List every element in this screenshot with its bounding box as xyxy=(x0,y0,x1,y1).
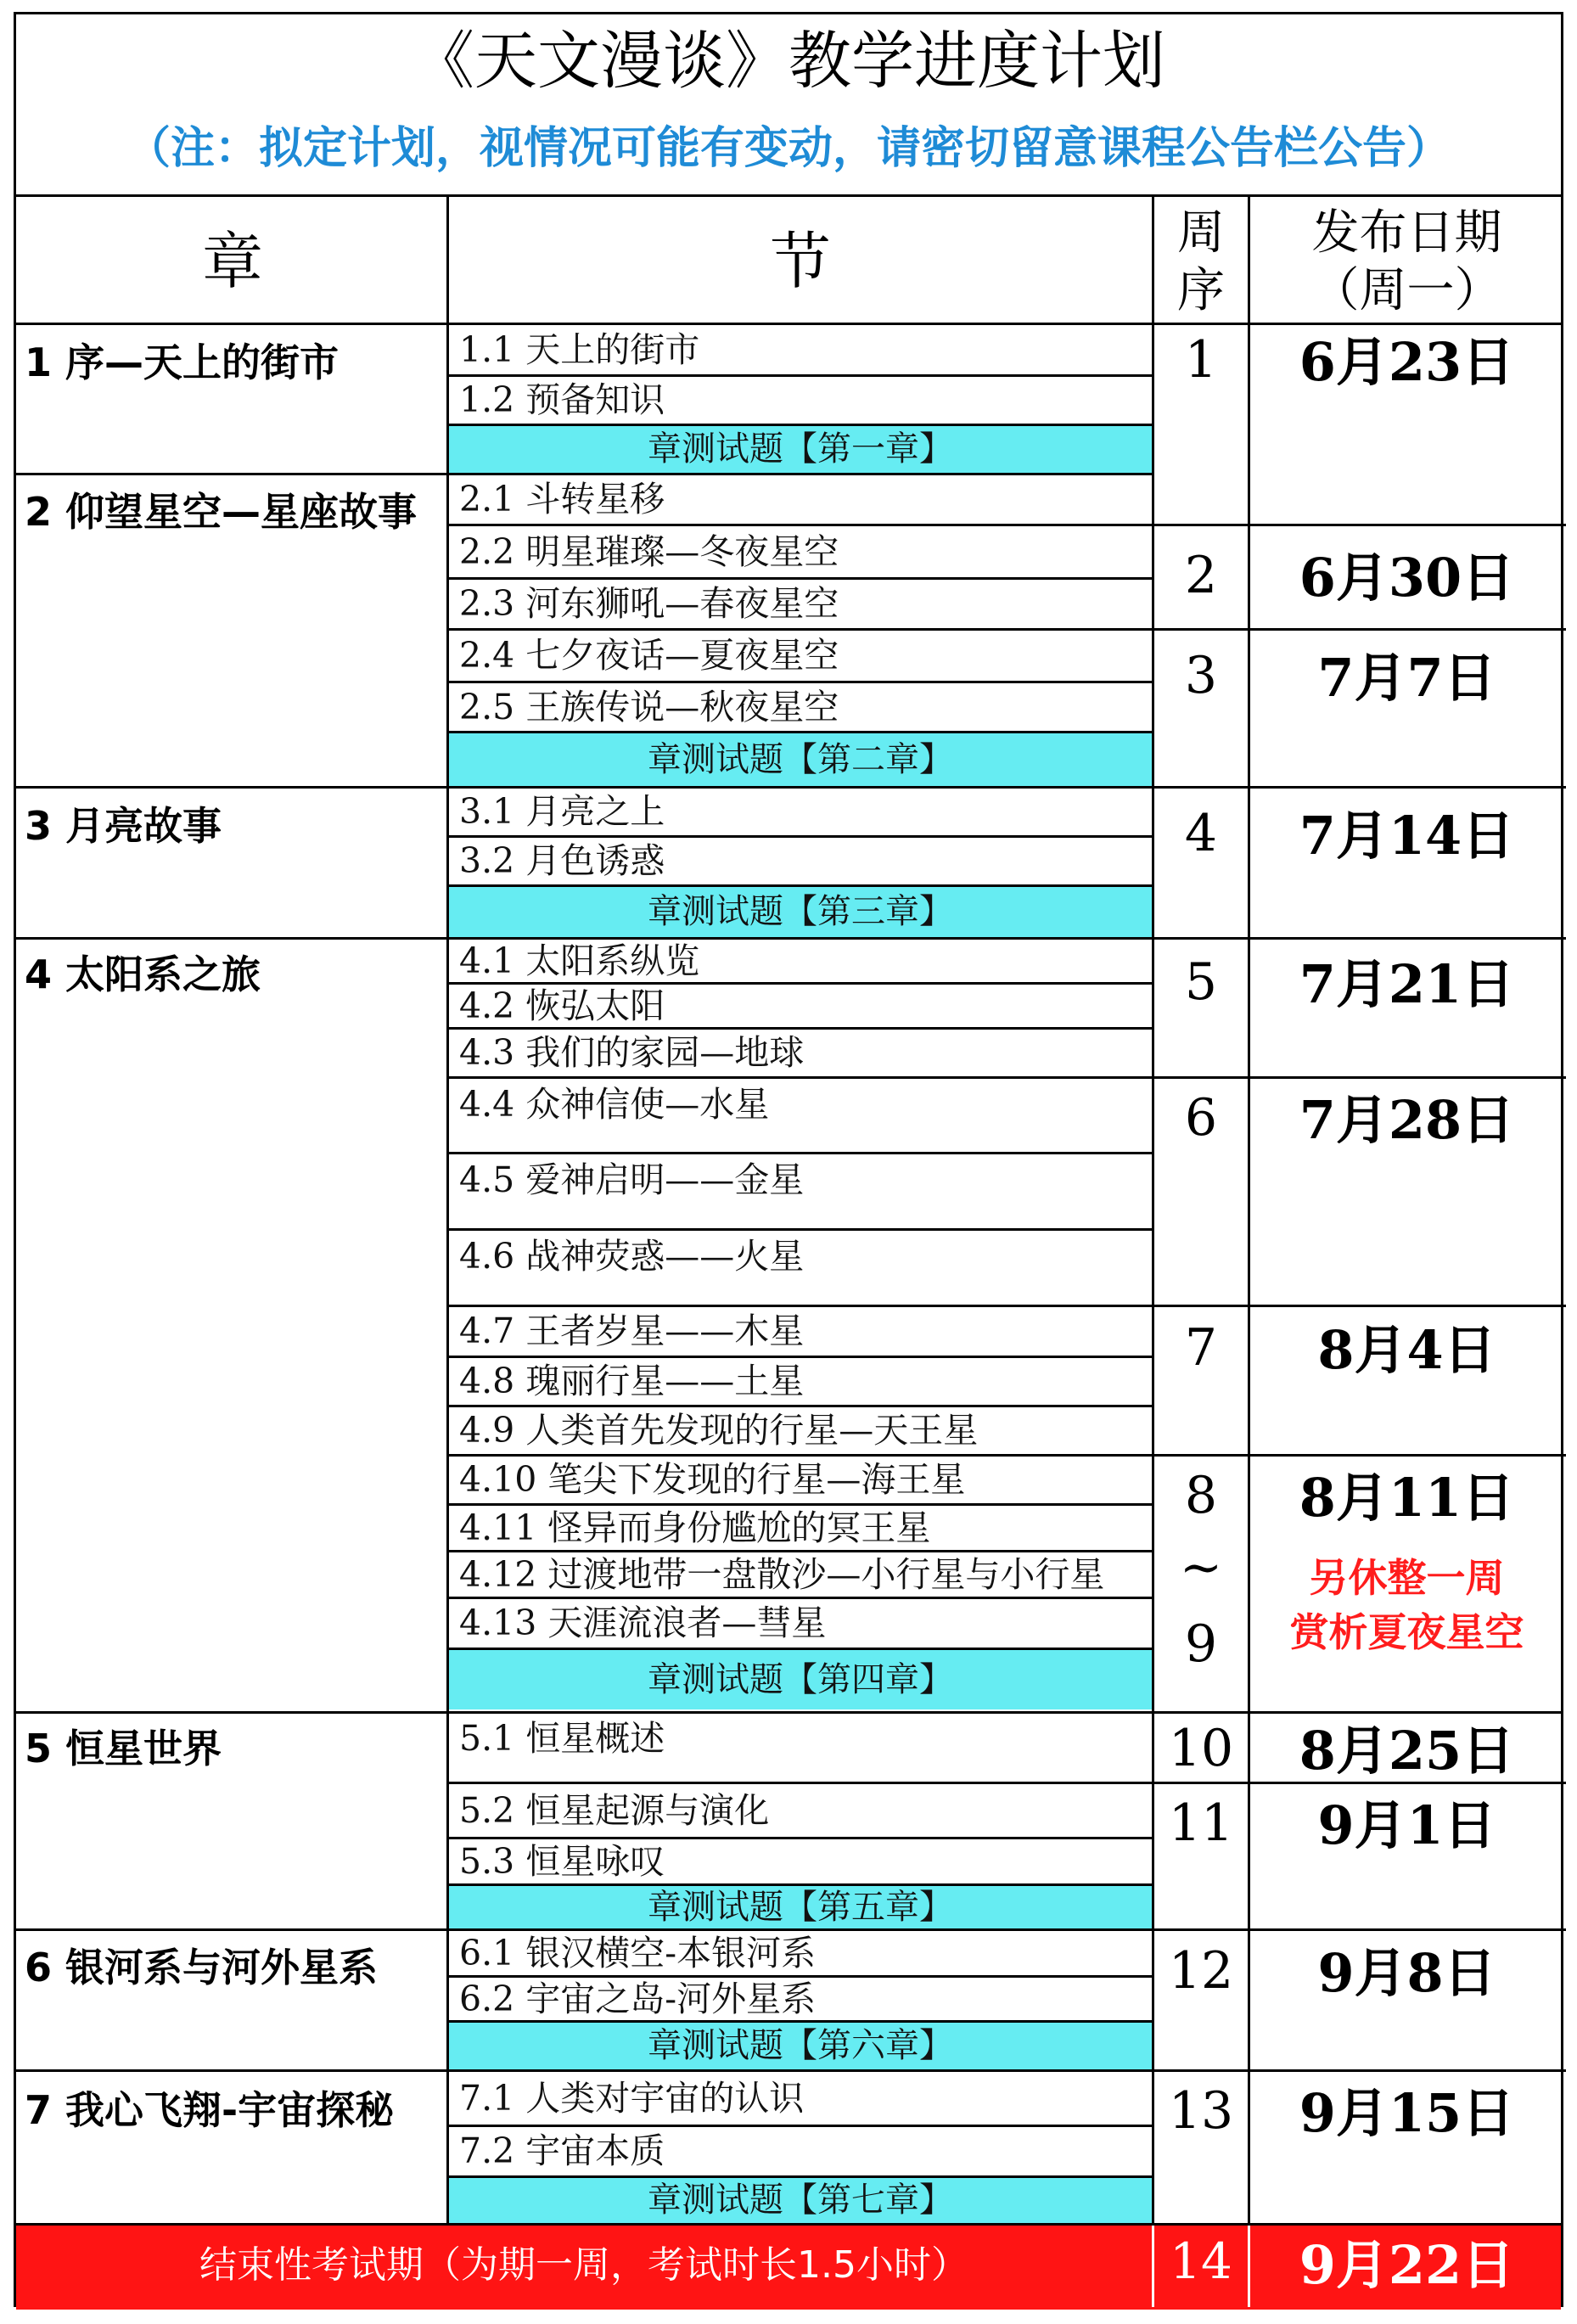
week-number: 11 xyxy=(1168,1794,1234,1853)
chapter-4: 4 太阳系之旅 xyxy=(25,951,261,997)
section-4-6: 4.6 战神荧惑——火星 xyxy=(459,1236,805,1277)
release-date: 7月28日 xyxy=(1299,1089,1515,1151)
week-number: 4 xyxy=(1184,804,1218,863)
section-6-2: 6.2 宇宙之岛-河外星系 xyxy=(459,1979,817,2019)
column-header-week-bottom: 序 xyxy=(1177,263,1225,318)
final-exam-date: 9月22日 xyxy=(1299,2234,1515,2296)
chapter-6: 6 银河系与河外星系 xyxy=(25,1945,379,1990)
section-4-7: 4.7 王者岁星——木星 xyxy=(459,1311,805,1351)
section-7-1: 7.1 人类对宇宙的认识 xyxy=(459,2078,805,2119)
section-3-2: 3.2 月色诱惑 xyxy=(459,840,665,881)
section-4-9: 4.9 人类首先发现的行星—天王星 xyxy=(459,1410,979,1451)
column-header-date-bottom: （周一） xyxy=(1311,263,1502,318)
section-5-1: 5.1 恒星概述 xyxy=(459,1718,665,1759)
week-number: 10 xyxy=(1168,1719,1234,1778)
chapter-3: 3 月亮故事 xyxy=(25,803,222,849)
chapter-quiz-1[interactable]: 章测试题【第一章】 xyxy=(449,426,1152,473)
release-date: 7月7日 xyxy=(1317,647,1496,709)
chapter-quiz-3[interactable]: 章测试题【第三章】 xyxy=(449,887,1152,937)
section-4-2: 4.2 恢弘太阳 xyxy=(459,985,665,1026)
week-number: 12 xyxy=(1168,1941,1234,2001)
final-exam-label: 结束性考试期（为期一周，考试时长1.5小时） xyxy=(199,2243,968,2287)
week-number: 8 xyxy=(1184,1466,1218,1525)
week-number: 5 xyxy=(1184,952,1218,1012)
section-4-1: 4.1 太阳系纵览 xyxy=(459,940,700,981)
release-date: 7月21日 xyxy=(1299,953,1515,1015)
chapter-quiz-6[interactable]: 章测试题【第六章】 xyxy=(449,2023,1152,2069)
week-number: 7 xyxy=(1184,1318,1218,1378)
section-4-5: 4.5 爱神启明——金星 xyxy=(459,1159,805,1200)
release-date: 9月15日 xyxy=(1299,2082,1515,2144)
section-2-3: 2.3 河东狮吼—春夜星空 xyxy=(459,583,839,624)
section-2-4: 2.4 七夕夜话—夏夜星空 xyxy=(459,635,839,676)
chapter-quiz-5[interactable]: 章测试题【第五章】 xyxy=(449,1886,1152,1928)
column-header-chapter: 章 xyxy=(201,226,263,297)
page-title: 《天文漫谈》教学进度计划 xyxy=(412,25,1165,98)
section-4-4: 4.4 众神信使—水星 xyxy=(459,1084,770,1125)
section-4-13: 4.13 天涯流浪者—彗星 xyxy=(459,1603,827,1643)
week-number: 6 xyxy=(1184,1088,1218,1148)
rest-note-line-2: 赏析夏夜星空 xyxy=(1289,1609,1524,1655)
section-1-1: 1.1 天上的街市 xyxy=(459,329,700,370)
week-number: 9 xyxy=(1184,1614,1218,1674)
chapter-2: 2 仰望星空—星座故事 xyxy=(25,489,418,535)
week-number: 13 xyxy=(1168,2081,1234,2141)
chapter-quiz-4[interactable]: 章测试题【第四章】 xyxy=(449,1650,1152,1709)
section-5-3: 5.3 恒星咏叹 xyxy=(459,1841,665,1882)
chapter-5: 5 恒星世界 xyxy=(25,1726,222,1771)
column-header-date-top: 发布日期 xyxy=(1311,205,1502,261)
section-4-12: 4.12 过渡地带一盘散沙—小行星与小行星 xyxy=(459,1554,1105,1595)
release-date: 8月11日 xyxy=(1299,1467,1515,1529)
table-grid xyxy=(16,14,1561,2304)
week-number: 2 xyxy=(1184,546,1218,605)
chapter-1: 1 序—天上的街市 xyxy=(25,340,340,385)
release-date: 6月30日 xyxy=(1299,547,1515,609)
section-3-1: 3.1 月亮之上 xyxy=(459,791,665,832)
week-range-tilde: ~ xyxy=(1179,1538,1223,1597)
chapter-quiz-2[interactable]: 章测试题【第二章】 xyxy=(449,733,1152,786)
release-date: 6月23日 xyxy=(1299,331,1515,393)
column-header-week-top: 周 xyxy=(1177,205,1225,261)
section-1-2: 1.2 预备知识 xyxy=(459,379,665,420)
section-2-1: 2.1 斗转星移 xyxy=(459,479,665,519)
section-6-1: 6.1 银汉横空-本银河系 xyxy=(459,1933,817,1973)
rest-note-line-1: 另休整一周 xyxy=(1309,1555,1505,1601)
section-4-11: 4.11 怪异而身份尴尬的冥王星 xyxy=(459,1507,931,1548)
section-5-2: 5.2 恒星起源与演化 xyxy=(459,1790,770,1831)
final-exam-week: 14 xyxy=(1170,2232,1232,2290)
section-4-10: 4.10 笔尖下发现的行星—海王星 xyxy=(459,1459,966,1500)
section-4-3: 4.3 我们的家园—地球 xyxy=(459,1032,805,1073)
release-date: 7月14日 xyxy=(1299,805,1515,867)
schedule-sheet xyxy=(14,12,1563,2307)
week-number: 1 xyxy=(1184,330,1218,390)
week-number: 3 xyxy=(1184,646,1218,705)
section-2-2: 2.2 明星璀璨—冬夜星空 xyxy=(459,531,839,572)
chapter-7: 7 我心飞翔-宇宙探秘 xyxy=(25,2087,395,2133)
section-4-8: 4.8 瑰丽行星——土星 xyxy=(459,1361,805,1401)
release-date: 9月8日 xyxy=(1317,1942,1496,2004)
release-date: 9月1日 xyxy=(1317,1794,1496,1856)
schedule-note: （注：拟定计划，视情况可能有变动，请密切留意课程公告栏公告） xyxy=(126,123,1451,174)
release-date: 8月4日 xyxy=(1317,1319,1496,1381)
column-header-section: 节 xyxy=(769,226,831,297)
chapter-quiz-7[interactable]: 章测试题【第七章】 xyxy=(449,2178,1152,2223)
section-7-2: 7.2 宇宙本质 xyxy=(459,2130,665,2171)
release-date: 8月25日 xyxy=(1299,1720,1515,1782)
section-2-5: 2.5 王族传说—秋夜星空 xyxy=(459,687,839,727)
